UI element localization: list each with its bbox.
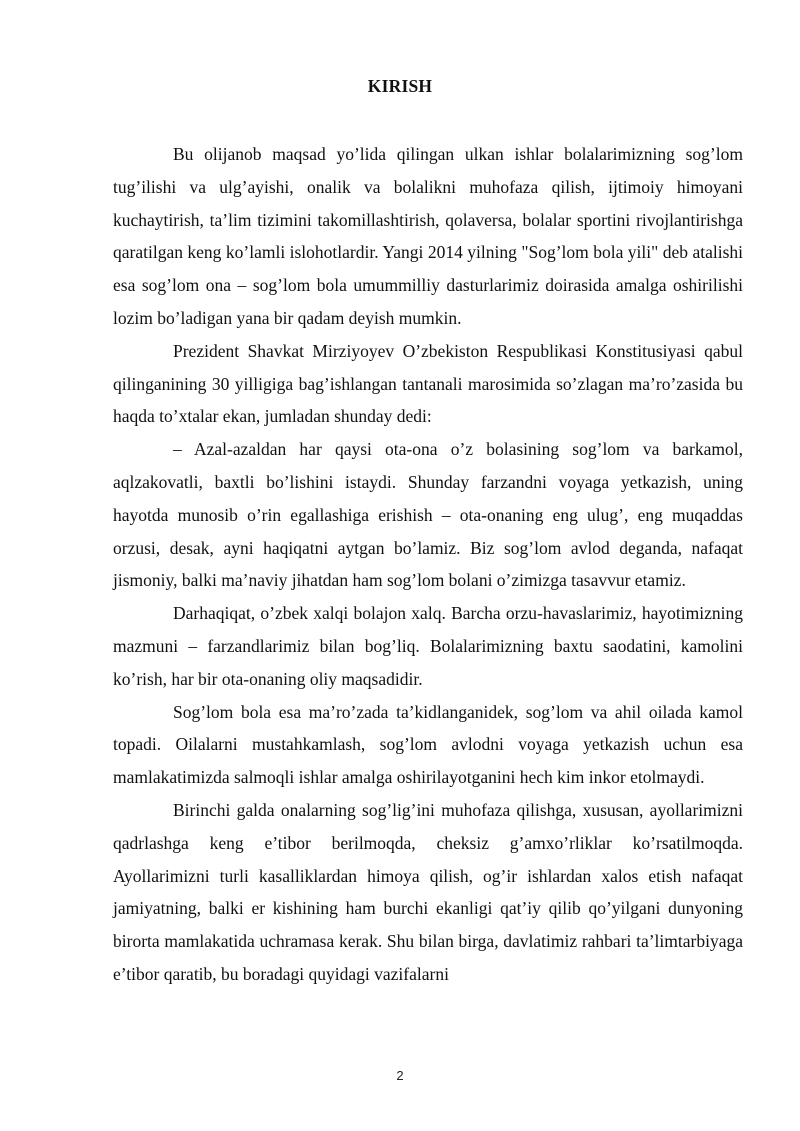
paragraph: Bu olijanob maqsad yo’lida qilingan ulkan ishlar bolalarimizning sog’lom tug’ilishi va ulg’ayishi, onalik va bolalikni muhofaza qilish, ijtimoiy himoyani kuchaytirish, ta’lim tizimini takomillashtirish, qolaversa, bolalar sportini rivojlantirishga qaratilgan keng ko’lamli islohotlardir. Yangi 2014 yilning "Sog’lom bola yili" deb atalishi esa sog’lom ona – sog’lom bola umummilliy dasturlarimiz doirasida amalga oshirilishi lozim bo’ladigan yana bir qadam deyish mumkin. <box>113 144 743 328</box>
paragraph: Darhaqiqat, o’zbek xalqi bolajon xalq. Barcha orzu-havaslarimiz, hayotimizning mazmuni – farzandlarimiz bilan bog’liq. Bolalarimizning baxtu saodatini, kamolini ko’rish, har bir ota-onaning oliy maqsadidir. <box>113 603 743 689</box>
body-text <box>113 138 743 991</box>
page-title: KIRISH <box>367 76 433 96</box>
page-number: 2 <box>396 1068 404 1083</box>
paragraph: Prezident Shavkat Mirziyoyev O’zbekiston Respublikasi Konstitusiyasi qabul qilinganining 30 yilligiga bag’ishlangan tantanali marosimida so’zlagan ma’ro’zasida bu haqda to’xtalar ekan, jumladan shunday dedi: <box>113 340 743 427</box>
paragraph: Birinchi galda onalarning sog’lig’ini muhofaza qilishga, xususan, ayollarimizni qadrlashga keng e’tibor berilmoqda, cheksiz g’amxo’rliklar ko’rsatilmoqda. Ayollarimizni turli kasalliklardan himoya qilish, og’ir ishlardan xalos etish nafaqat jamiyatning, balki er kishining ham burchi ekanligi qat’iy qilib qo’yilgani dunyoning birorta mamlakatida uchramasa kerak. Shu bilan birga, davlatimiz rahbari ta’limtarbiyaga e’tibor qaratib, bu boradagi quyidagi vazifalarni <box>113 799 743 984</box>
paragraph: Sog’lom bola esa ma’ro’zada ta’kidlanganidek, sog’lom va ahil oilada kamol topadi. Oilalarni mustahkamlash, sog’lom avlodni voyaga yetkazish uchun esa mamlakatimizda salmoqli ishlar amalga oshirilayotganini hech kim inkor etolmaydi. <box>113 701 743 788</box>
paragraph: – Azal-azaldan har qaysi ota-ona o’z bolasining sog’lom va barkamol, aqlzakovatli, baxtli bo’lishini istaydi. Shunday farzandni voyaga yetkazish, uning hayotda munosib o’rin egallashiga erishish – ota-onaning eng ulug’, eng muqaddas orzusi, desak, ayni haqiqatni aytgan bo’lamiz. Biz sog’lom avlod deganda, nafaqat jismoniy, balki ma’naviy jihatdan ham sog’lom bolani o’zimizga tasavvur etamiz. <box>113 439 743 591</box>
